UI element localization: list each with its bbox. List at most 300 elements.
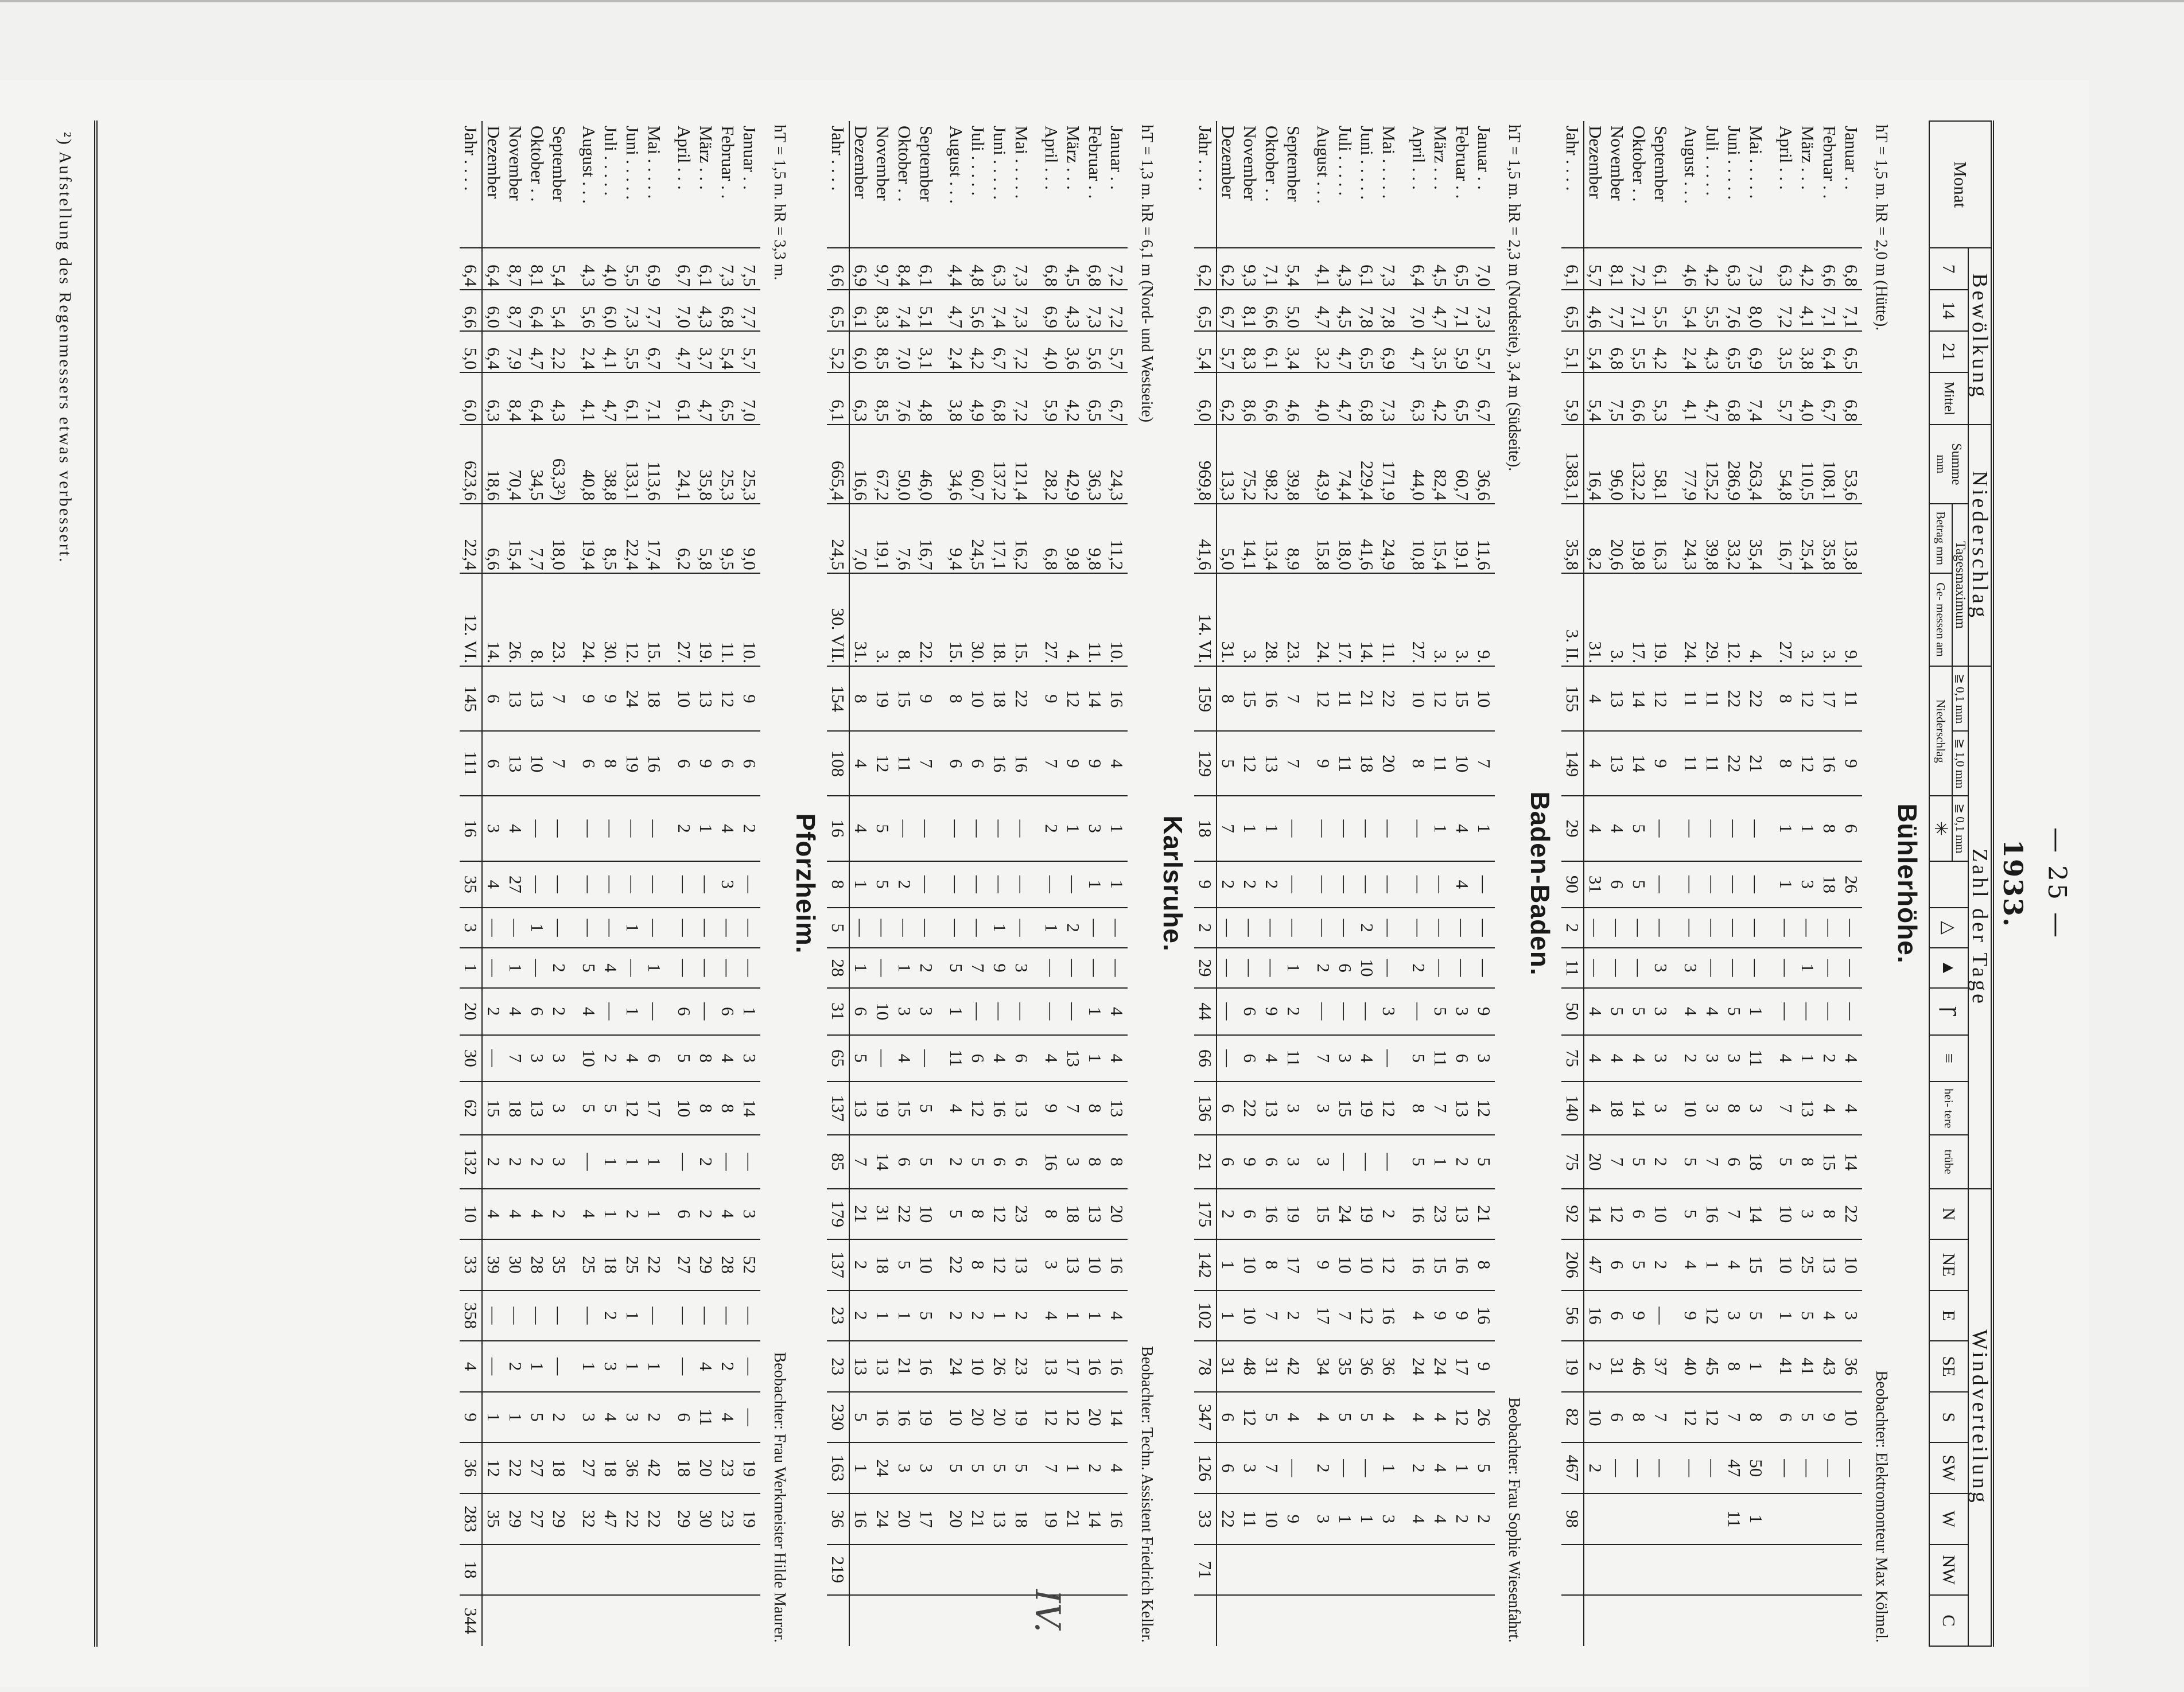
table-cell <box>548 1595 570 1646</box>
table-cell: 14. <box>1356 573 1378 667</box>
spacer-cell <box>570 425 578 504</box>
table-cell: 8 <box>827 861 849 908</box>
table-cell: 11 <box>1680 666 1701 731</box>
table-cell: 14 <box>1106 1392 1128 1443</box>
spacer-cell <box>665 796 673 861</box>
table-cell: 6 <box>717 731 739 796</box>
table-cell: 6 <box>1628 1189 1650 1240</box>
spacer-cell <box>1400 948 1408 988</box>
table-cell: 6 <box>1606 1290 1628 1341</box>
table-cell: 2 <box>1650 1239 1672 1290</box>
table-cell: — <box>1040 948 1062 988</box>
table-cell: 10. <box>739 573 760 667</box>
spacer-cell <box>665 1082 673 1135</box>
table-cell: 4 <box>1378 1392 1400 1443</box>
table-row <box>600 121 621 1646</box>
table-cell: 18,0 <box>1334 504 1356 573</box>
table-cell: 7,8 <box>1356 290 1378 331</box>
table-cell: 347 <box>1194 1392 1217 1443</box>
table-cell <box>1775 1493 1797 1545</box>
spacer-cell <box>1400 1290 1408 1341</box>
footnote: ²) Aufstellung des Regenmessers etwas verbessert. <box>56 132 75 564</box>
table-cell: 5 <box>1797 1392 1818 1443</box>
table-cell: 5 <box>989 1442 1011 1493</box>
table-cell: 18 <box>643 666 665 731</box>
table-cell: 46,0 <box>915 425 937 504</box>
table-cell: 35,8 <box>695 425 717 504</box>
table-cell <box>1818 1595 1840 1646</box>
table-cell: 35 <box>460 861 482 908</box>
table-cell: 7,3 <box>1378 248 1400 289</box>
table-cell: 11 <box>1429 1035 1451 1082</box>
table-cell: 8 <box>1723 1341 1745 1392</box>
table-cell: — <box>1378 861 1400 908</box>
table-cell: 98 <box>1561 1493 1584 1545</box>
table-cell: 13 <box>695 666 717 731</box>
spacer-cell <box>937 1493 945 1545</box>
table-row <box>1062 121 1084 1646</box>
table-cell: 1 <box>1334 1493 1356 1545</box>
table-cell: 4 <box>504 796 526 861</box>
header-wind-c: C <box>1929 1595 1968 1646</box>
spacer-cell <box>1032 861 1040 908</box>
table-cell: 12 <box>1650 666 1672 731</box>
spacer-cell <box>665 331 673 372</box>
table-cell: 4 <box>1261 1035 1283 1082</box>
table-cell: — <box>1429 908 1451 948</box>
table-cell: 4 <box>1584 1082 1606 1135</box>
table-cell: 13 <box>849 1341 872 1392</box>
table-cell <box>526 1545 548 1596</box>
table-cell: 96,0 <box>1606 425 1628 504</box>
table-cell: 4 <box>578 988 600 1035</box>
spacer-cell <box>1672 573 1680 667</box>
spacer-cell <box>1672 908 1680 948</box>
spacer-cell <box>1400 796 1408 861</box>
table-cell: 1 <box>1239 796 1261 861</box>
table-row <box>482 121 504 1646</box>
table-cell: 3,1 <box>915 331 937 372</box>
table-cell: 15 <box>893 666 915 731</box>
table-cell: 1 <box>1062 796 1084 861</box>
table-cell: — <box>673 908 695 948</box>
table-cell: 5 <box>1628 1135 1650 1188</box>
spacer-cell <box>665 372 673 425</box>
table-cell: — <box>1011 988 1032 1035</box>
spacer-cell <box>937 1135 945 1188</box>
table-cell: 969,8 <box>1194 425 1217 504</box>
spacer-cell <box>1672 1290 1680 1341</box>
table-cell: 8 <box>1775 666 1797 731</box>
table-cell: 2 <box>1062 908 1084 948</box>
table-cell: 4,2 <box>967 331 989 372</box>
table-cell: 4,7 <box>1312 290 1334 331</box>
table-cell: — <box>915 796 937 861</box>
spacer-cell <box>1304 796 1312 861</box>
table-cell: 29. <box>1701 573 1723 667</box>
table-cell: 2 <box>621 1189 643 1240</box>
table-cell: 1 <box>849 861 872 908</box>
table-cell: 1 <box>1084 988 1106 1035</box>
table-cell: 1 <box>1775 1290 1797 1341</box>
table-cell: 4 <box>526 1189 548 1240</box>
table-cell: — <box>1283 1442 1304 1493</box>
spacer-cell <box>570 1595 578 1646</box>
table-cell: 67,2 <box>872 425 893 504</box>
table-row <box>1561 121 1584 1646</box>
table-cell: — <box>1084 948 1106 988</box>
table-cell: 18 <box>1356 731 1378 796</box>
spacer-cell <box>1400 666 1408 731</box>
table-cell: 17,4 <box>643 504 665 573</box>
table-cell: — <box>1840 988 1862 1035</box>
table-cell: 1 <box>1797 948 1818 988</box>
table-cell: 3. <box>1818 573 1840 667</box>
table-cell: 4 <box>945 1082 967 1135</box>
table-cell: 6,6 <box>482 504 504 573</box>
table-cell: 8 <box>600 731 621 796</box>
spacer-cell <box>665 1442 673 1493</box>
table-row <box>1378 121 1400 1646</box>
table-cell: 14 <box>1745 1189 1767 1240</box>
table-cell: 137 <box>827 1239 849 1290</box>
table-cell: 3 <box>600 1341 621 1392</box>
table-cell: 2 <box>1680 1035 1701 1082</box>
table-cell: 15 <box>1239 666 1261 731</box>
table-cell: 27. <box>1775 573 1797 667</box>
table-cell: — <box>1084 908 1106 948</box>
table-cell: 6,8 <box>1723 372 1745 425</box>
table-cell: 28. <box>1261 573 1283 667</box>
table-cell: 20 <box>1584 1135 1606 1188</box>
table-cell: — <box>1011 861 1032 908</box>
table-cell <box>1473 1595 1495 1646</box>
table-cell <box>482 1545 504 1596</box>
table-cell: 6,9 <box>1378 331 1400 372</box>
table-cell: 33 <box>460 1239 482 1290</box>
table-cell: 21 <box>1062 1493 1084 1545</box>
table-cell: 26 <box>1473 1392 1495 1443</box>
spacer-cell <box>1767 1082 1775 1135</box>
table-cell: 2 <box>1473 1493 1495 1545</box>
table-cell: 18 <box>1011 1493 1032 1545</box>
spacer-cell <box>1767 1595 1775 1646</box>
table-cell: — <box>1239 948 1261 988</box>
table-cell: 10 <box>1650 1189 1672 1240</box>
table-cell: 5 <box>849 1035 872 1082</box>
table-cell: 3 <box>1701 1035 1723 1082</box>
table-cell: 1 <box>893 1290 915 1341</box>
table-cell: 13 <box>1040 1341 1062 1392</box>
table-cell: 22 <box>893 1189 915 1240</box>
table-cell: 6 <box>1606 1239 1628 1290</box>
table-cell <box>1745 1595 1767 1646</box>
month-label: August . . . <box>946 126 966 204</box>
table-cell: — <box>1451 908 1473 948</box>
table-cell: 7,3 <box>621 290 643 331</box>
table-cell: 8 <box>717 1082 739 1135</box>
month-label: November <box>506 126 526 201</box>
table-cell: 16 <box>643 731 665 796</box>
table-cell: — <box>1680 796 1701 861</box>
table-cell: 16 <box>989 1082 1011 1135</box>
month-label: März . . . <box>696 126 716 190</box>
header-wind-n: N <box>1929 1189 1968 1240</box>
table-cell: 13 <box>1261 1082 1283 1135</box>
table-row <box>739 121 760 1646</box>
table-cell: — <box>989 988 1011 1035</box>
table-cell: — <box>600 796 621 861</box>
table-cell: 6,2 <box>673 504 695 573</box>
table-cell: 3 <box>1283 1082 1304 1135</box>
table-row <box>827 121 849 1646</box>
table-cell: 7,4 <box>893 290 915 331</box>
table-cell: — <box>1473 948 1495 988</box>
spacer-cell <box>1400 504 1408 573</box>
table-cell: 4 <box>1701 988 1723 1035</box>
table-cell <box>945 1545 967 1596</box>
spacer-cell <box>570 1135 578 1188</box>
table-cell: 5 <box>1261 1392 1283 1443</box>
table-cell: 2 <box>915 948 937 988</box>
table-cell: 1 <box>643 948 665 988</box>
table-cell: 4,7 <box>600 372 621 425</box>
spacer-cell <box>570 1545 578 1596</box>
table-cell: 2 <box>1312 948 1334 988</box>
table-cell: — <box>915 908 937 948</box>
table-cell: 2 <box>673 796 695 861</box>
spacer-cell <box>1672 372 1680 425</box>
station-heights: hT = 1,5 m. hR = 3,3 m. <box>771 125 788 281</box>
month-label: Mai . . . . . <box>644 126 664 199</box>
table-cell: 16 <box>1106 1239 1128 1290</box>
month-label: April . . . <box>674 126 694 190</box>
spacer-cell <box>1767 988 1775 1035</box>
table-cell <box>1261 1545 1283 1596</box>
table-cell <box>1797 1493 1818 1545</box>
table-cell: 20 <box>893 1493 915 1545</box>
month-label: November <box>1240 126 1260 201</box>
table-cell: 24,3 <box>1680 504 1701 573</box>
table-cell: — <box>1775 988 1797 1035</box>
table-cell <box>1106 1545 1128 1596</box>
table-cell: — <box>526 948 548 988</box>
spacer-cell <box>1304 1493 1312 1545</box>
table-cell <box>1840 1493 1862 1545</box>
table-cell: 14 <box>1628 731 1650 796</box>
table-cell: — <box>717 948 739 988</box>
table-cell: 14,1 <box>1239 504 1261 573</box>
table-cell: 5 <box>967 1442 989 1493</box>
table-cell: 6 <box>1217 1082 1239 1135</box>
table-cell <box>504 1595 526 1646</box>
table-cell: 5 <box>893 1239 915 1290</box>
table-cell: 19 <box>621 731 643 796</box>
station-info <box>760 121 791 1646</box>
table-cell: 46 <box>1628 1341 1650 1392</box>
spacer-cell <box>665 1135 673 1188</box>
table-cell: — <box>1062 988 1084 1035</box>
table-cell: 23 <box>827 1290 849 1341</box>
table-cell: 4,8 <box>967 248 989 289</box>
table-cell: 5 <box>1429 988 1451 1035</box>
table-cell: 31 <box>1261 1341 1283 1392</box>
table-cell: 8 <box>1473 1239 1495 1290</box>
spacer-cell <box>1400 1239 1408 1290</box>
table-cell: — <box>1650 1442 1672 1493</box>
table-cell: 3 <box>548 1135 570 1188</box>
spacer-cell <box>1400 1135 1408 1188</box>
table-cell: 82 <box>1561 1392 1584 1443</box>
table-row <box>1628 121 1650 1646</box>
month-label: Juli . . . . . <box>1335 126 1355 196</box>
table-cell: 15 <box>1312 1189 1334 1240</box>
table-cell: 5,5 <box>1628 331 1650 372</box>
header-summe <box>1929 425 1968 504</box>
table-cell: 27. <box>1040 573 1062 667</box>
table-cell: — <box>673 861 695 908</box>
table-cell: 19 <box>1011 1392 1032 1443</box>
table-cell: 7 <box>1062 1082 1084 1135</box>
table-cell: 12 <box>717 666 739 731</box>
table-cell: — <box>1356 861 1378 908</box>
spacer-row <box>570 121 578 1646</box>
table-cell: 16 <box>1084 1341 1106 1392</box>
table-cell: — <box>1473 861 1495 908</box>
table-cell: — <box>1745 796 1767 861</box>
table-cell <box>643 1545 665 1596</box>
table-cell: 9 <box>1429 1290 1451 1341</box>
table-cell: 3,5 <box>1429 331 1451 372</box>
table-cell: 2 <box>1561 908 1584 948</box>
table-cell <box>1775 1595 1797 1646</box>
snow-cover-icon: ✳⃞ <box>1929 861 1968 908</box>
table-cell: 2 <box>1584 1341 1606 1392</box>
table-cell: 31 <box>1606 1341 1628 1392</box>
table-cell: 1 <box>1745 1493 1767 1545</box>
table-cell: 16 <box>872 1392 893 1443</box>
table-cell: 8,5 <box>872 372 893 425</box>
table-cell <box>1775 1545 1797 1596</box>
table-cell: 7 <box>1040 731 1062 796</box>
table-cell: 10 <box>1775 1189 1797 1240</box>
table-cell: 1 <box>1429 796 1451 861</box>
spacer-cell <box>1304 1545 1312 1596</box>
header-schnee-ge01: ≧ 0,1 mm <box>1952 796 1968 861</box>
table-cell: 4 <box>1840 1082 1862 1135</box>
table-cell: 9,8 <box>1084 504 1106 573</box>
table-cell: 4 <box>1584 731 1606 796</box>
table-cell: 6 <box>1239 988 1261 1035</box>
table-cell: 15,8 <box>1312 504 1334 573</box>
table-cell: 2 <box>1040 796 1062 861</box>
table-cell: 6 <box>989 1135 1011 1188</box>
table-cell: 5 <box>1680 1135 1701 1188</box>
table-cell: 6 <box>1239 1035 1261 1082</box>
table-cell: — <box>643 861 665 908</box>
table-cell: — <box>1650 908 1672 948</box>
table-cell: 7,3 <box>1084 290 1106 331</box>
table-row <box>1584 121 1606 1646</box>
spacer-cell <box>937 1341 945 1392</box>
table-cell: 23 <box>717 1442 739 1493</box>
header-h14: 14 <box>1929 290 1968 331</box>
table-cell: 63,3²) <box>548 425 570 504</box>
table-cell: 6,4 <box>482 331 504 372</box>
table-cell: 4 <box>717 1189 739 1240</box>
table-cell: 2 <box>1194 908 1217 948</box>
table-cell: 17 <box>1451 1341 1473 1392</box>
table-cell: 10 <box>1840 1392 1862 1443</box>
table-cell: 13 <box>504 666 526 731</box>
table-cell: — <box>578 1290 600 1341</box>
table-cell: 5 <box>600 1082 621 1135</box>
table-cell: 13 <box>1062 1035 1084 1082</box>
table-cell: — <box>695 861 717 908</box>
table-cell: 219 <box>827 1545 849 1596</box>
table-cell: — <box>526 861 548 908</box>
table-cell: — <box>739 948 760 988</box>
table-cell: 2 <box>945 1290 967 1341</box>
table-cell: 20 <box>967 1392 989 1443</box>
spacer-cell <box>570 1239 578 1290</box>
table-cell: 27 <box>526 1493 548 1545</box>
spacer-cell <box>1767 504 1775 573</box>
table-cell: 2 <box>717 1341 739 1392</box>
month-label: Januar . . <box>1474 126 1494 190</box>
table-row <box>1818 121 1840 1646</box>
spacer-cell <box>1672 1135 1680 1188</box>
station-name: Bühlerhöhe. <box>1892 803 1922 964</box>
spacer-cell <box>937 1392 945 1443</box>
table-cell: 9 <box>578 666 600 731</box>
table-cell: 36 <box>1378 1341 1400 1392</box>
table-cell: 33 <box>1194 1493 1217 1545</box>
table-cell: — <box>1378 948 1400 988</box>
spacer-cell <box>1767 1135 1775 1188</box>
table-cell: 50,0 <box>893 425 915 504</box>
table-cell: 17 <box>1818 666 1840 731</box>
table-cell: 24 <box>945 1341 967 1392</box>
table-cell: — <box>548 1341 570 1392</box>
table-cell <box>1723 1545 1745 1596</box>
table-cell: — <box>739 1135 760 1188</box>
spacer-cell <box>665 1189 673 1240</box>
table-cell: 6,8 <box>1840 248 1862 289</box>
table-cell: 6,6 <box>1818 248 1840 289</box>
table-cell: 5 <box>1473 1442 1495 1493</box>
table-cell <box>1561 1545 1584 1596</box>
table-cell: 1 <box>643 1189 665 1240</box>
table-cell: 15,4 <box>504 504 526 573</box>
spacer-cell <box>1767 1442 1775 1493</box>
table-cell: 5 <box>1775 1135 1797 1188</box>
table-cell: 12. <box>1723 573 1745 667</box>
table-cell: 9. <box>1840 573 1862 667</box>
table-cell: 8,1 <box>1606 248 1628 289</box>
table-cell: 3 <box>1312 1135 1334 1188</box>
table-cell: — <box>578 1135 600 1188</box>
table-cell: 47 <box>1584 1239 1606 1290</box>
spacer-row <box>1767 121 1775 1646</box>
table-cell: 44 <box>1194 988 1217 1035</box>
spacer-cell <box>1304 372 1312 425</box>
table-cell: 22 <box>1723 731 1745 796</box>
table-cell <box>945 1595 967 1646</box>
table-cell: 4 <box>717 1035 739 1082</box>
table-cell: 5 <box>578 948 600 988</box>
table-cell: 31 <box>1584 861 1606 908</box>
